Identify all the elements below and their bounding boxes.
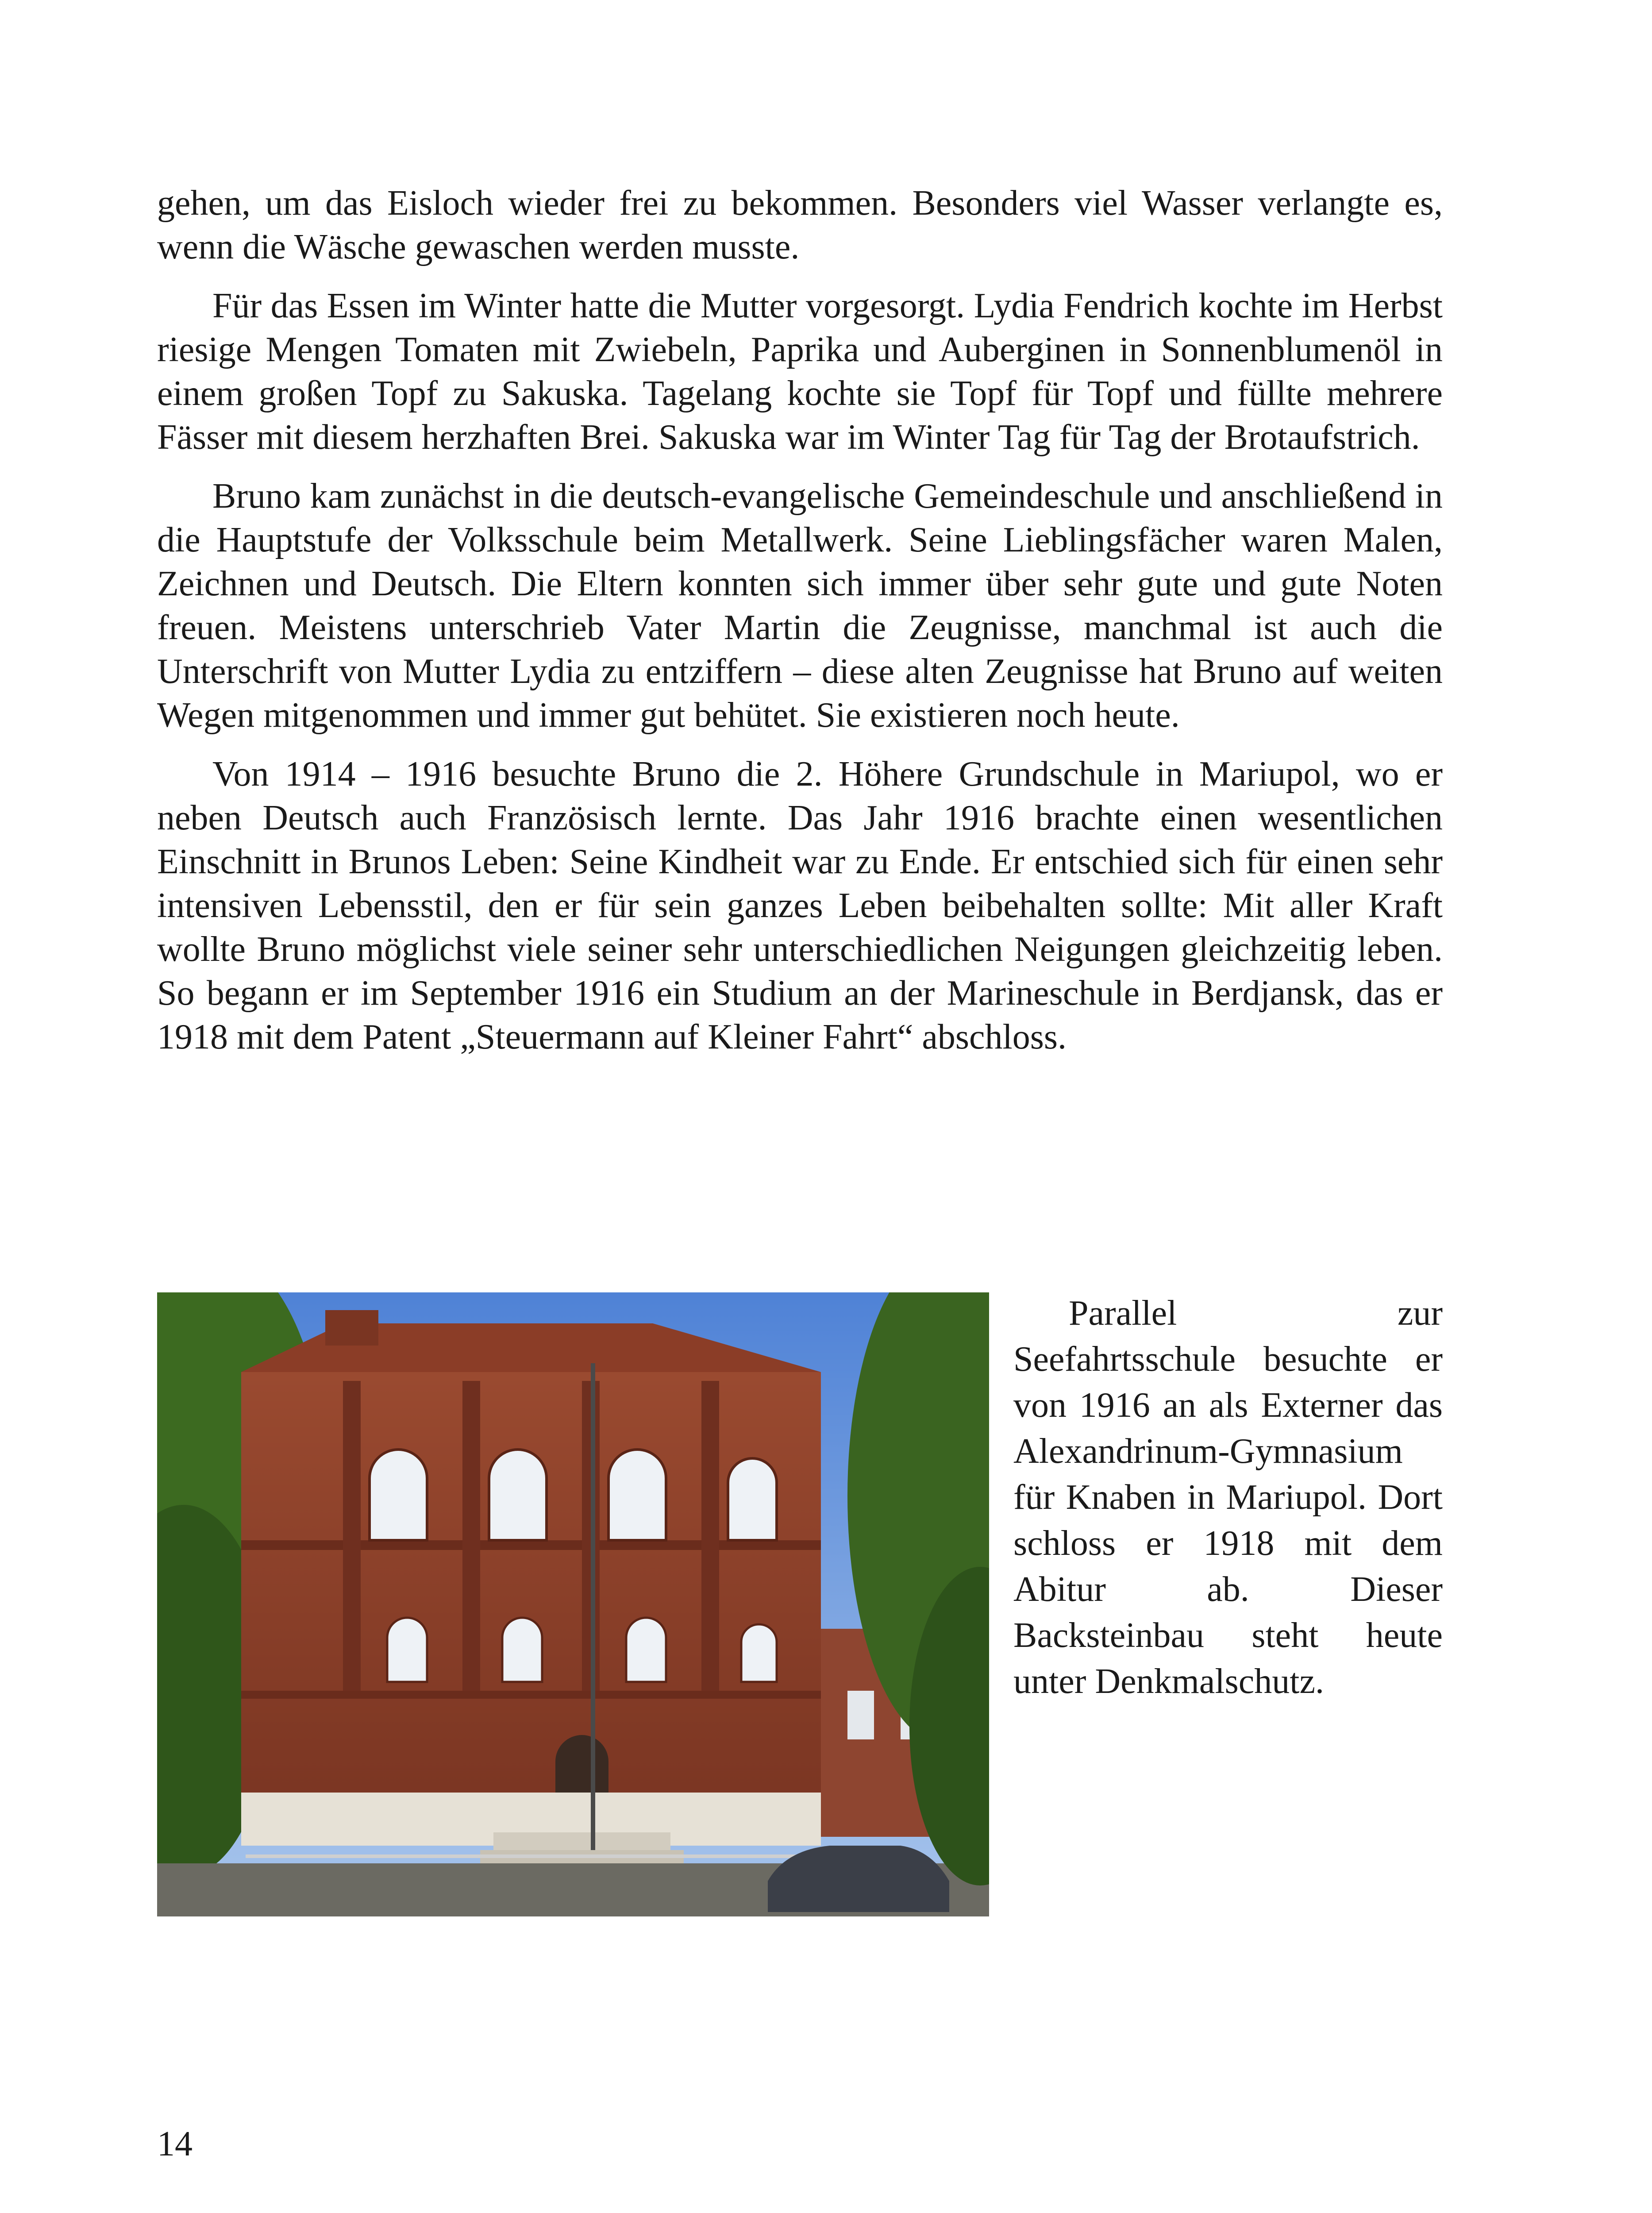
paragraph-2: Für das Essen im Winter hatte die Mutter vorgesorgt. Lydia Fendrich kochte im Herbst riesige Mengen Tomaten mit Zwiebeln, Paprika und Auberginen in Sonnenblumenöl in einem großen Topf zu Sakuska. Tagelang kochte sie Topf für Topf und füllte mehrere Fässer mit diesem herzhaften Brei. Sakuska war im Winter Tag für Tag der Brotaufstrich. [157, 286, 1443, 457]
paragraph-1: gehen, um das Eisloch wieder frei zu bekommen. Besonders viel Wasser verlangte es, wenn die Wäsche gewaschen werden musste. [157, 184, 1443, 266]
railing [246, 1854, 821, 1858]
page-number: 14 [157, 2124, 193, 2163]
photo-side-paragraph: Parallel zur Seefahrtsschule besuchte er von 1916 an als Externer das Alexandrinum-Gymnasium für Knaben in Mariupol. Dort schloss er 1918 mit dem Abitur ab. Dieser Backsteinbau steht heute unter Denkmalschutz. [1013, 1294, 1443, 1701]
body-text [157, 181, 1443, 1074]
window [608, 1450, 666, 1540]
window [728, 1458, 777, 1540]
paragraph-3: Bruno kam zunächst in die deutsch-evangelische Gemeindeschule und anschließend in die Hauptstufe der Volksschule beim Metallwerk. Seine Lieblingsfächer waren Malen, Zeichnen und Deutsch. Die Eltern konnten sich immer über sehr gute und gute Noten freuen. Meistens unterschrieb Vater Martin die Zeugnisse, manchmal ist auch die Unterschrift von Mutter Lydia zu entziffern – diese alten Zeugnisse hat Bruno auf weiten Wegen mitgenommen und immer gut behütet. Sie existieren noch heute. [157, 477, 1443, 735]
steps [493, 1832, 670, 1850]
window [370, 1450, 427, 1540]
school-building-photo [157, 1292, 989, 1916]
window [489, 1450, 547, 1540]
car [768, 1846, 949, 1912]
building-facade [241, 1372, 821, 1815]
paragraph-4: Von 1914 – 1916 besuchte Bruno die 2. Höhere Grundschule in Mariupol, wo er neben Deutsch auch Französisch lernte. Das Jahr 1916 brachte einen wesentlichen Einschnitt in Brunos Leben: Seine Kindheit war zu Ende. Er entschied sich für einen sehr intensiven Lebensstil, den er für sein ganzes Leben beibehalten sollte: Mit aller Kraft wollte Bruno möglichst viele seiner sehr unterschiedlichen Neigungen gleichzeitig leben. So begann er im September 1916 ein Studium an der Marineschule in Berdjansk, das er 1918 mit dem Patent „Steuermann auf Kleiner Fahrt“ abschloss. [157, 755, 1443, 1056]
photo-illustration [157, 1292, 989, 1916]
lamp-post [591, 1363, 595, 1850]
